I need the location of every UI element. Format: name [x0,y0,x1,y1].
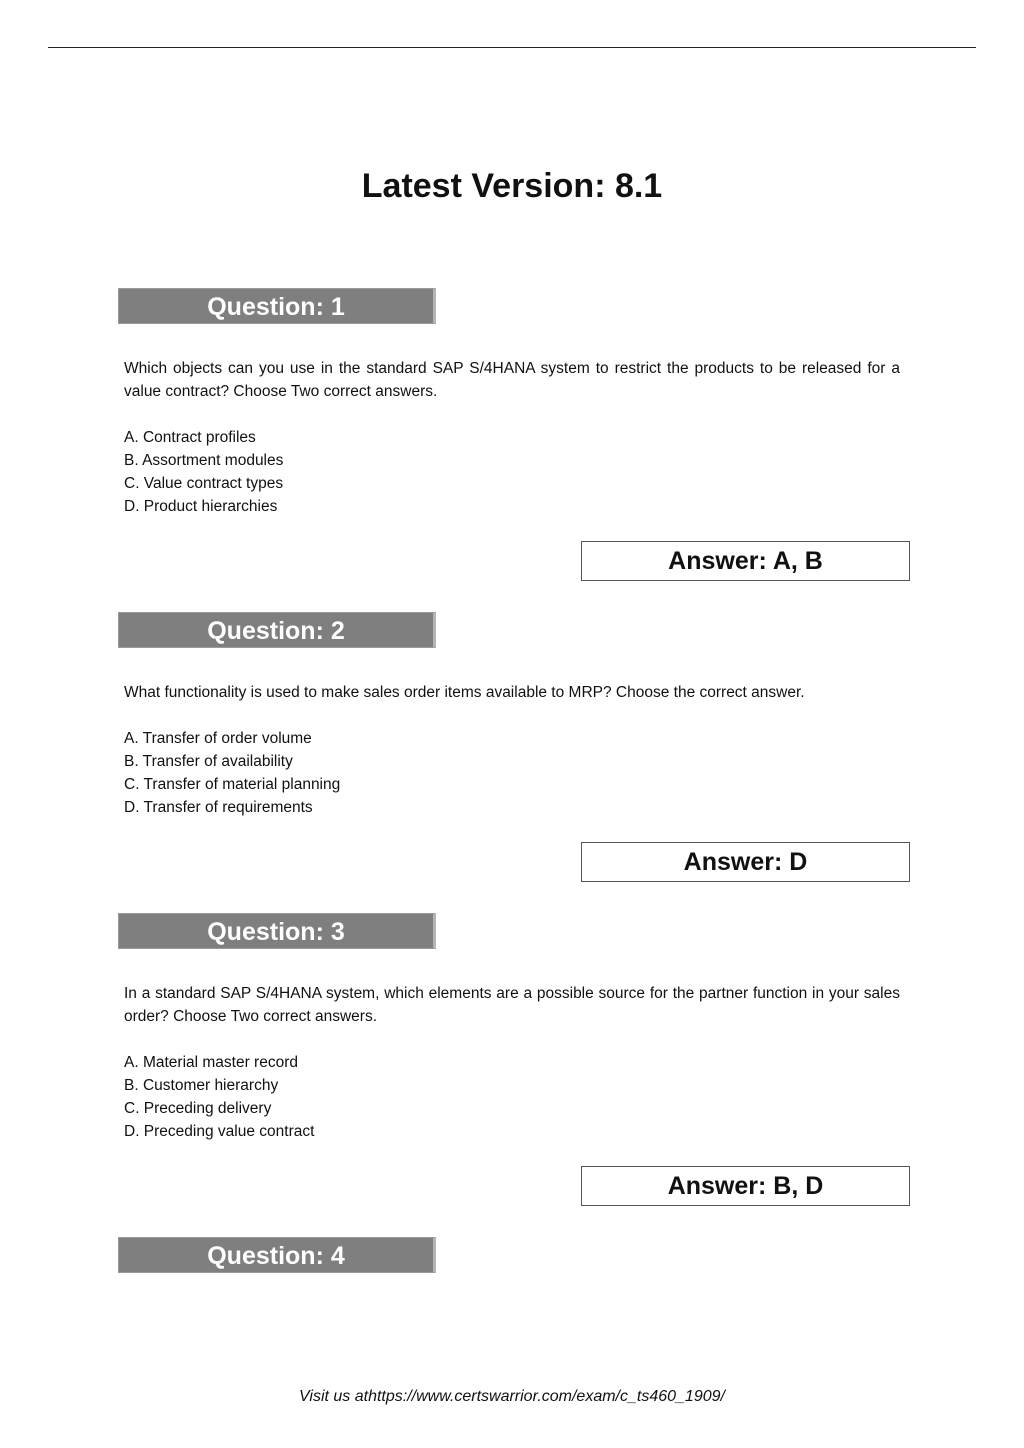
top-divider [48,47,976,48]
question-1-options [124,426,724,518]
question-3-options [124,1051,724,1143]
option: A. Material master record [124,1054,298,1071]
option: D. Product hierarchies [124,498,278,515]
option: C. Preceding delivery [124,1100,272,1117]
option: B. Transfer of availability [124,753,293,770]
option: D. Transfer of requirements [124,799,313,816]
option: A. Contract profiles [124,429,256,446]
option: A. Transfer of order volume [124,730,312,747]
question-3-text: In a standard SAP S/4HANA system, which elements are a possible source for the partner function in your sales order? Choose Two correct answers. [124,985,900,1025]
footer-link[interactable]: Visit us athttps://www.certswarrior.com/exam/c_ts460_1909/ [299,1388,725,1405]
question-4-header: Question: 4 [118,1237,436,1273]
question-1-answer: Answer: A, B [581,541,910,581]
option: C. Value contract types [124,475,284,492]
question-2-options [124,727,724,819]
question-2-answer: Answer: D [581,842,910,882]
question-3-answer: Answer: B, D [581,1166,910,1206]
question-1-text: Which objects can you use in the standard SAP S/4HANA system to restrict the products to be released for a value contract? Choose Two correct answers. [124,360,900,400]
option: B. Customer hierarchy [124,1077,279,1094]
question-3-header: Question: 3 [118,913,436,949]
question-2-header: Question: 2 [118,612,436,648]
page-title: Latest Version: 8.1 [361,167,663,205]
option: D. Preceding value contract [124,1123,315,1140]
question-2-text: What functionality is used to make sales order items available to MRP? Choose the correct answer. [124,684,805,701]
option: C. Transfer of material planning [124,776,341,793]
question-1-header: Question: 1 [118,288,436,324]
option: B. Assortment modules [124,452,284,469]
